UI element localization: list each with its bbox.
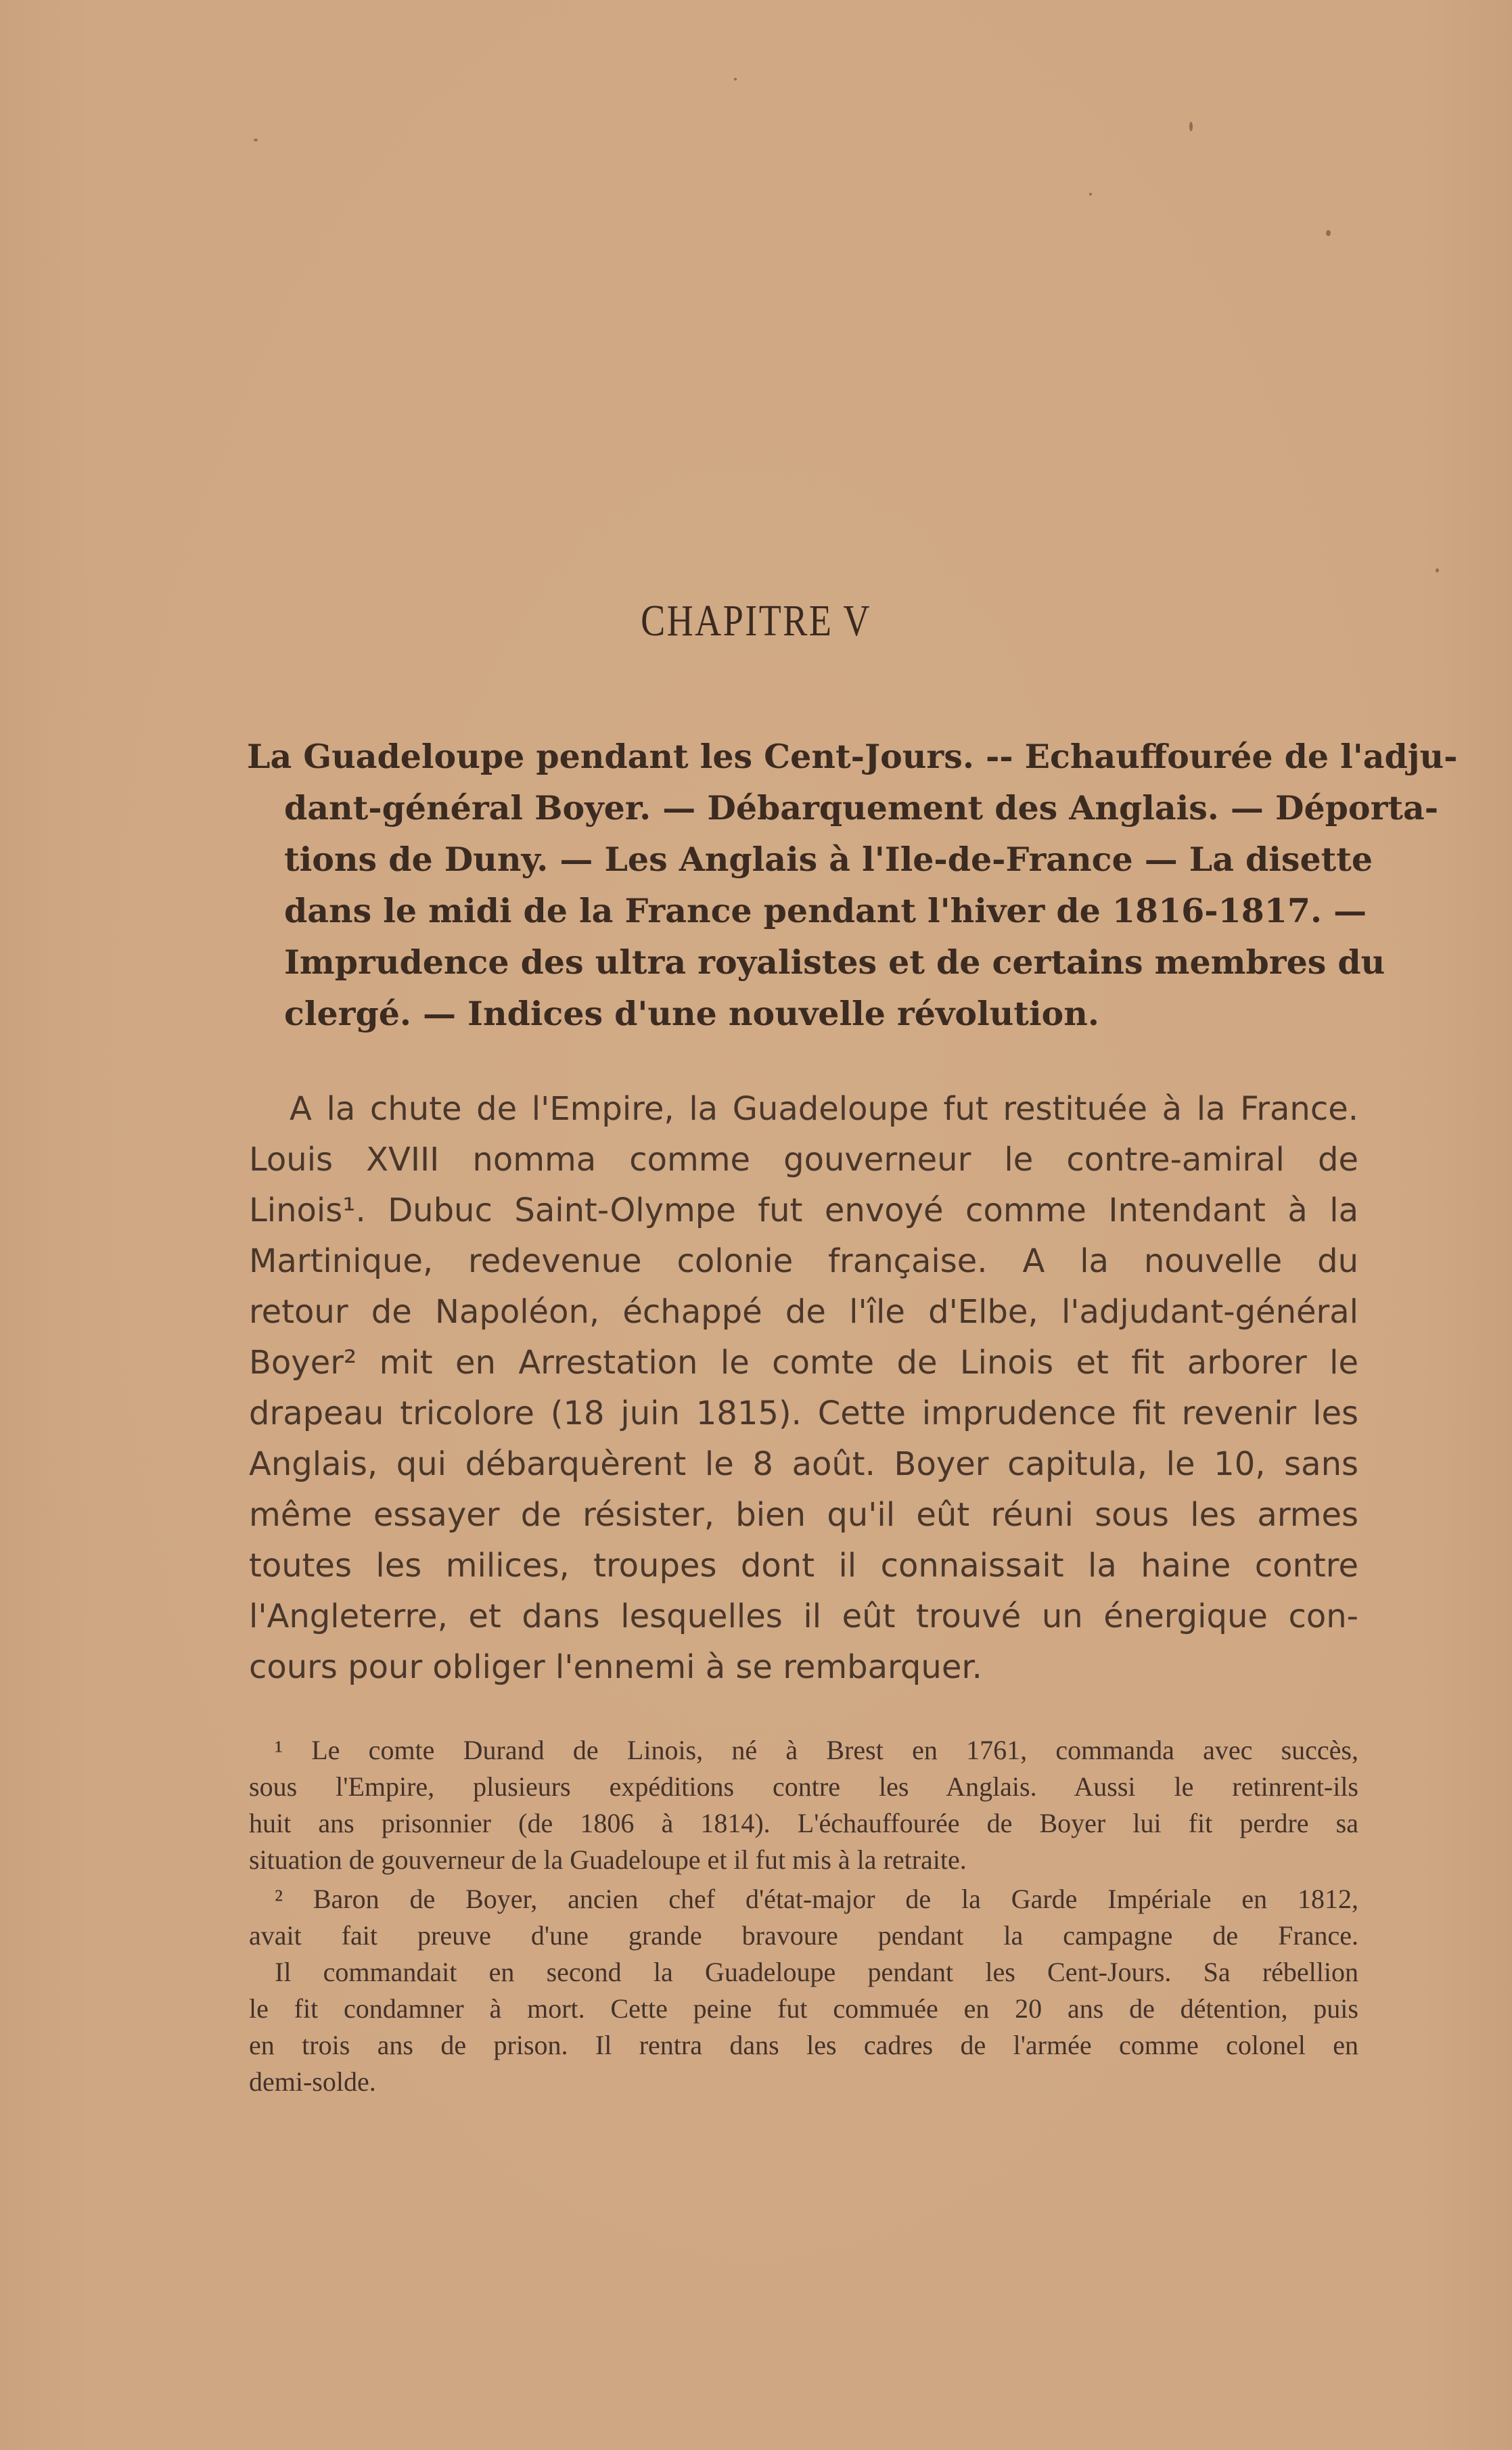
footnote-1-line: huit ans prisonnier (de 1806 à 1814). L'échauffourée de Boyer lui fit perdre sa xyxy=(249,1808,1358,1838)
footnote-2-line: demi-solde. xyxy=(249,2066,376,2097)
summary-line: clergé. — Indices d'une nouvelle révolution. xyxy=(284,994,1099,1033)
body-line: toutes les milices, troupes dont il connaissait la haine contre xyxy=(249,1547,1358,1585)
body-line: Linois¹. Dubuc Saint-Olympe fut envoyé comme Intendant à la xyxy=(249,1192,1358,1229)
body-line: retour de Napoléon, échappé de l'île d'Elbe, l'adjudant-général xyxy=(249,1293,1358,1331)
footnote-2-line: le fit condamner à mort. Cette peine fut commuée en 20 ans de détention, puis xyxy=(249,1993,1358,2024)
body-line: l'Angleterre, et dans lesquelles il eût trouvé un énergique con- xyxy=(249,1597,1358,1635)
body-line: Louis XVIII nomma comme gouverneur le contre-amiral de xyxy=(249,1141,1358,1179)
body-line: Martinique, redevenue colonie française. A la nouvelle du xyxy=(249,1242,1358,1280)
paper-speck xyxy=(254,139,258,141)
footnote-1-line: situation de gouverneur de la Guadeloupe et il fut mis à la retraite. xyxy=(249,1844,967,1875)
body-line: même essayer de résister, bien qu'il eût réuni sous les armes xyxy=(249,1496,1358,1534)
chapter-title: CHAPITRE V xyxy=(641,596,871,645)
chapter-summary xyxy=(247,731,1458,1039)
paper-speck xyxy=(1326,230,1331,236)
footnote-1-line: ¹ Le comte Durand de Linois, né à Brest en 1761, commanda avec succès, xyxy=(275,1735,1358,1765)
paper-speck xyxy=(734,78,737,81)
paper-speck xyxy=(1189,122,1193,131)
paper-speck xyxy=(1089,193,1092,196)
footnote-2-line: avait fait preuve d'une grande bravoure pendant la campagne de France. xyxy=(249,1920,1358,1951)
paper-speck xyxy=(1436,568,1439,572)
footnote-1-line: sous l'Empire, plusieurs expéditions contre les Anglais. Aussi le retinrent-ils xyxy=(249,1771,1358,1802)
summary-line: Imprudence des ultra royalistes et de certains membres du xyxy=(284,943,1385,982)
footnote-2-line: ² Baron de Boyer, ancien chef d'état-major de la Garde Impériale en 1812, xyxy=(275,1884,1358,1914)
summary-line: tions de Duny. — Les Anglais à l'Ile-de-France — La disette xyxy=(284,840,1373,879)
footnotes xyxy=(249,1732,1358,2100)
body-line: Anglais, qui débarquèrent le 8 août. Boyer capitula, le 10, sans xyxy=(249,1445,1358,1483)
footnote-2-line: en trois ans de prison. Il rentra dans les cadres de l'armée comme colonel en xyxy=(249,2030,1358,2060)
body-paragraph xyxy=(249,1084,1358,1693)
body-line: A la chute de l'Empire, la Guadeloupe fut restituée à la France. xyxy=(290,1090,1358,1128)
footnote-2-line: Il commandait en second la Guadeloupe pendant les Cent-Jours. Sa rébellion xyxy=(275,1957,1358,1987)
body-line: cours pour obliger l'ennemi à se rembarquer. xyxy=(249,1648,982,1686)
summary-line: dans le midi de la France pendant l'hiver de 1816-1817. — xyxy=(284,891,1367,930)
body-line: drapeau tricolore (18 juin 1815). Cette imprudence fit revenir les xyxy=(249,1394,1358,1432)
body-line: Boyer² mit en Arrestation le comte de Linois et fit arborer le xyxy=(249,1344,1358,1382)
summary-line: dant-général Boyer. — Débarquement des Anglais. — Déporta- xyxy=(284,788,1439,827)
summary-line: La Guadeloupe pendant les Cent-Jours. -- Echauffourée de l'adju- xyxy=(247,737,1458,776)
